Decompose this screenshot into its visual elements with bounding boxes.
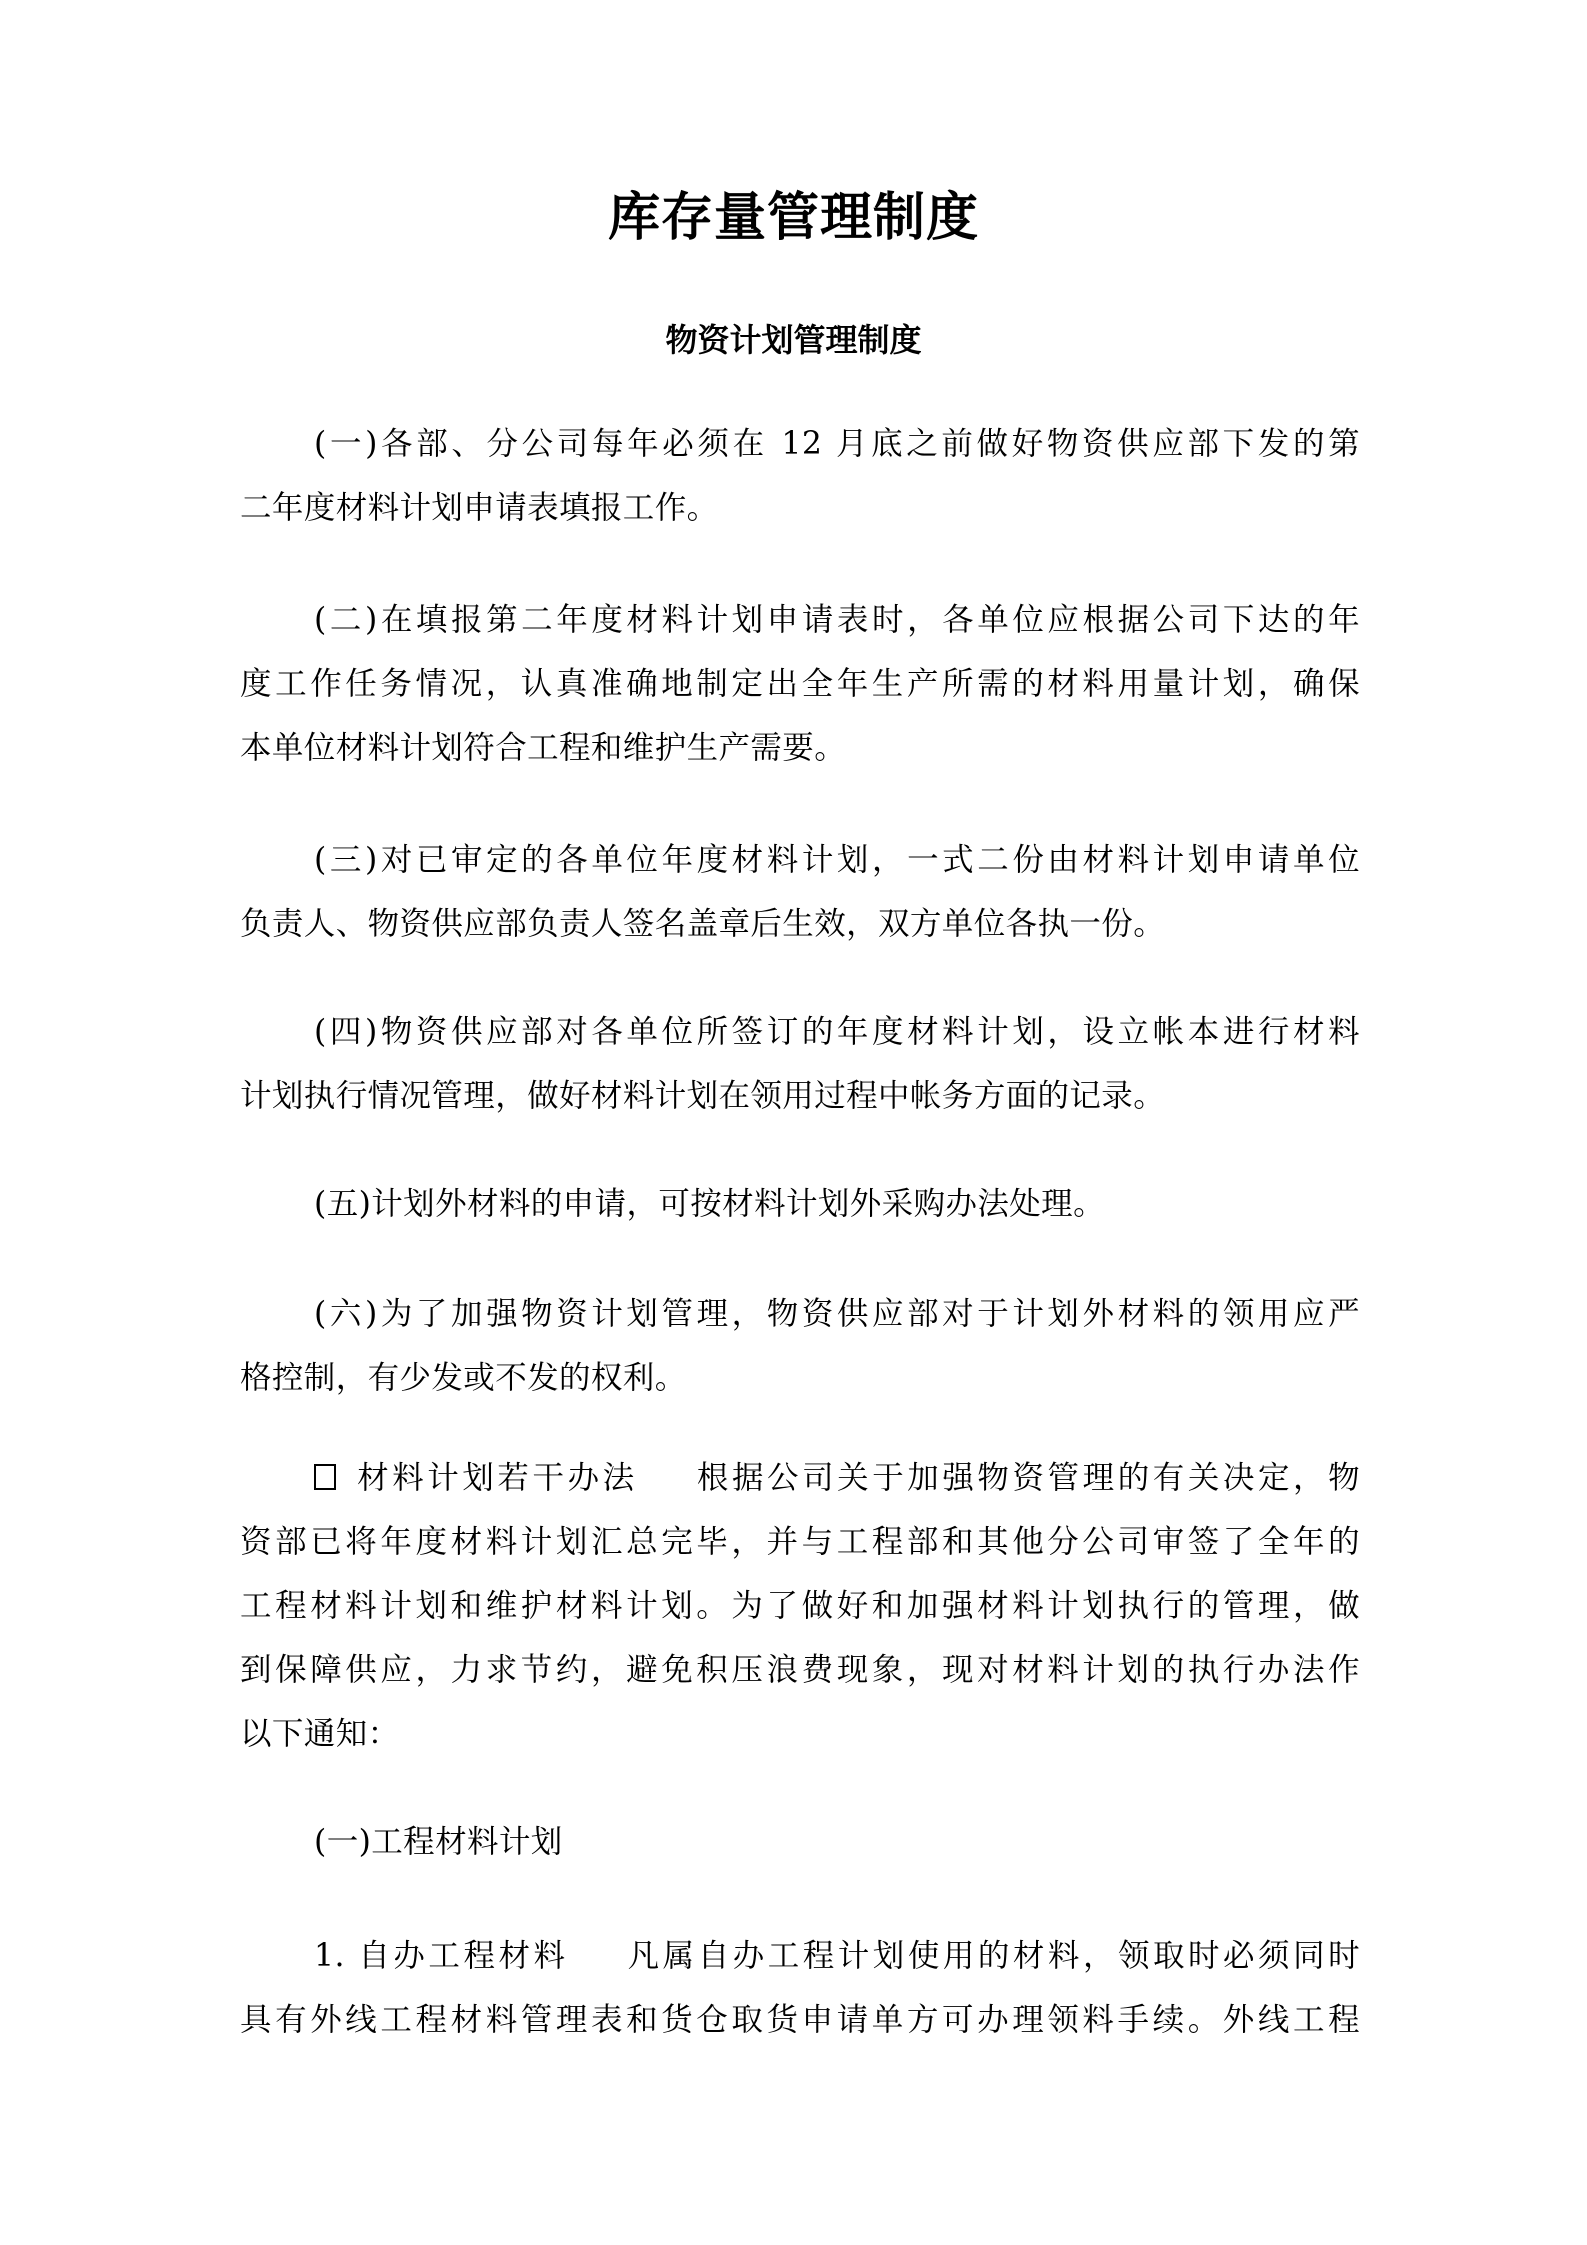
paragraph-line: 具有外线工程材料管理表和货仓取货申请单方可办理领料手续。外线工程 bbox=[240, 2002, 1360, 2038]
paragraph-line: (六)为了加强物资计划管理，物资供应部对于计划外材料的领用应严 bbox=[314, 1296, 1360, 1332]
paragraph-7 bbox=[240, 1446, 1360, 1766]
paragraph-line: 度工作任务情况，认真准确地制定出全年生产所需的材料用量计划，确保 bbox=[240, 666, 1360, 702]
empty-square-bullet-icon bbox=[314, 1464, 336, 1490]
paragraph-1 bbox=[240, 412, 1360, 540]
paragraph-line: (三)对已审定的各单位年度材料计划，一式二份由材料计划申请单位 bbox=[314, 842, 1360, 878]
paragraph-line: (四)物资供应部对各单位所签订的年度材料计划，设立帐本进行材料 bbox=[314, 1014, 1360, 1050]
paragraph-line: 以下通知： bbox=[240, 1716, 400, 1752]
paragraph-line: 到保障供应，力求节约，避免积压浪费现象，现对材料计划的执行办法作 bbox=[240, 1652, 1360, 1688]
paragraph-4 bbox=[240, 1000, 1360, 1128]
section-heading: 1. 自办工程材料 bbox=[314, 1938, 569, 1974]
paragraph-line: (二)在填报第二年度材料计划申请表时，各单位应根据公司下达的年 bbox=[314, 602, 1360, 638]
paragraph-2 bbox=[240, 588, 1360, 780]
paragraph-5 bbox=[240, 1172, 1360, 1236]
paragraph-line: 二年度材料计划申请表填报工作。 bbox=[240, 490, 719, 526]
paragraph-text: 根据公司关于加强物资管理的有关决定，物 bbox=[693, 1460, 1361, 1496]
paragraph-line: (一)各部、分公司每年必须在 12 月底之前做好物资供应部下发的第 bbox=[314, 426, 1360, 462]
paragraph-line: 格控制，有少发或不发的权利。 bbox=[240, 1360, 687, 1396]
paragraph-6 bbox=[240, 1282, 1360, 1410]
paragraph-line: (一)工程材料计划 bbox=[314, 1824, 563, 1860]
paragraph-9 bbox=[240, 1924, 1360, 2052]
document-subtitle: 物资计划管理制度 bbox=[665, 321, 922, 359]
paragraph-line: 工程材料计划和维护材料计划。为了做好和加强材料计划执行的管理，做 bbox=[240, 1588, 1360, 1624]
paragraph-line bbox=[240, 1446, 1360, 1510]
paragraph-line: 计划执行情况管理，做好材料计划在领用过程中帐务方面的记录。 bbox=[240, 1078, 1166, 1114]
document-title: 库存量管理制度 bbox=[607, 188, 979, 248]
paragraph-text: 凡属自办工程计划使用的材料，领取时必须同时 bbox=[624, 1938, 1360, 1974]
paragraph-line: 本单位材料计划符合工程和维护生产需要。 bbox=[240, 730, 847, 766]
paragraph-line bbox=[240, 1924, 1360, 1988]
paragraph-3 bbox=[240, 828, 1360, 956]
paragraph-8 bbox=[240, 1810, 1360, 1874]
section-heading: 材料计划若干办法 bbox=[354, 1460, 638, 1496]
paragraph-line: (五)计划外材料的申请，可按材料计划外采购办法处理。 bbox=[314, 1186, 1105, 1222]
paragraph-line: 负责人、物资供应部负责人签名盖章后生效，双方单位各执一份。 bbox=[240, 906, 1166, 942]
paragraph-line: 资部已将年度材料计划汇总完毕，并与工程部和其他分公司审签了全年的 bbox=[240, 1524, 1360, 1560]
